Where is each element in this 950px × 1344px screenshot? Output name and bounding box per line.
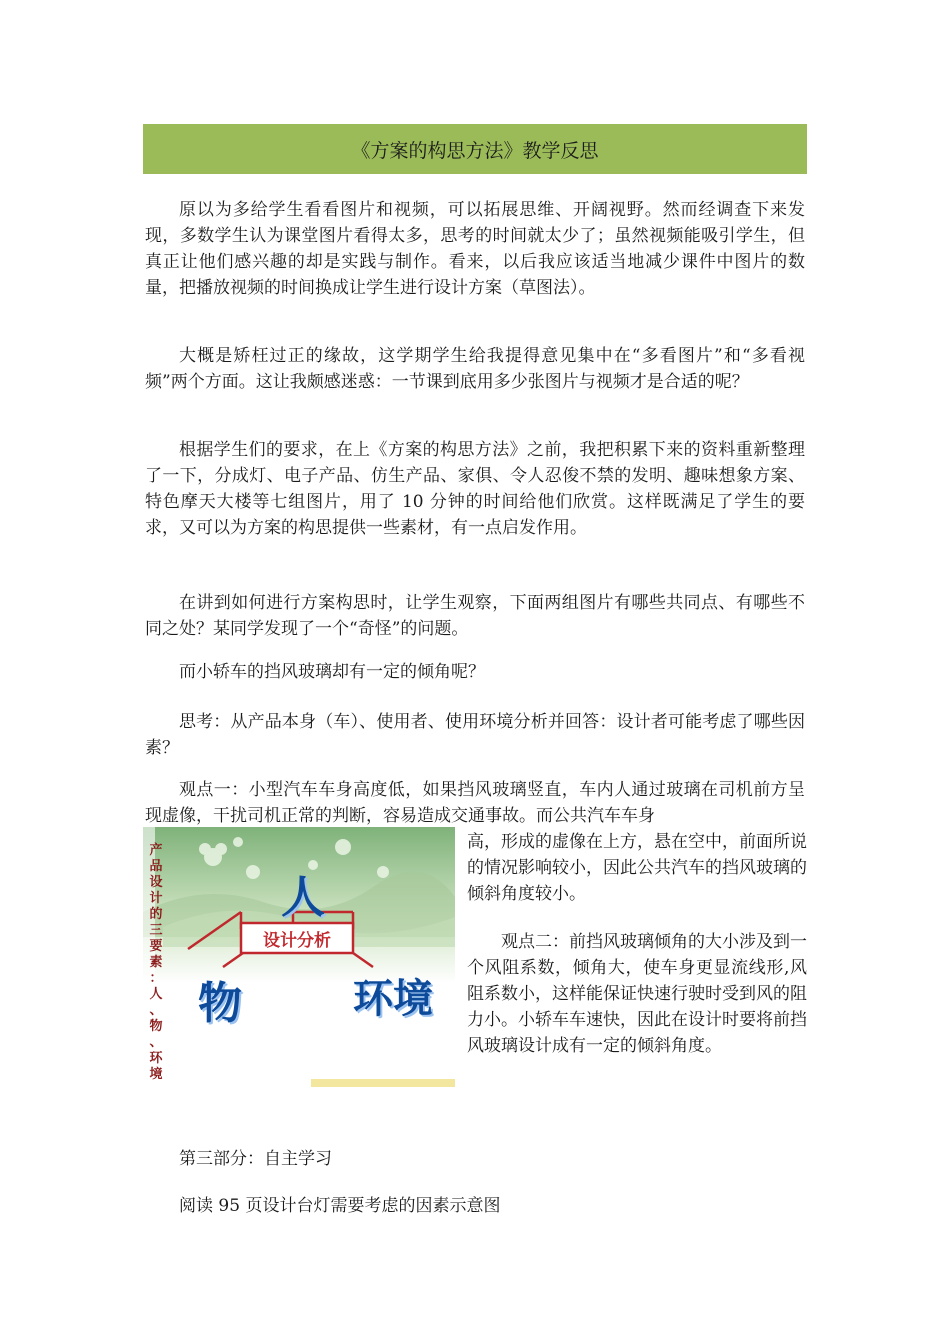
paragraph-5: 而小轿车的挡风玻璃却有一定的倾角呢？ — [179, 662, 485, 682]
word-objects: 物 — [198, 978, 242, 1029]
page-title: 《方案的构思方法》教学反思 — [351, 139, 599, 162]
design-elements-figure — [143, 827, 455, 1087]
word-environment: 环境 — [353, 976, 433, 1022]
caption-char: 环 — [149, 1051, 163, 1066]
paragraph-2: 大概是矫枉过正的缘故，这学期学生给我提得意见集中在“多看图片”和“多看视频”两个方面。这让我颇感迷惑：一节课到底用多少张图片与视频才是合适的呢？ — [145, 346, 805, 392]
wrap-paragraph-2: 观点二：前挡风玻璃倾角的大小涉及到一个风阻系数，倾角大，使车身更显流线形,风阻系数小，这样能保证快速行驶时受到风的阻力小。小轿车车速快，因此在设计时要将前挡风玻璃设计成有一定的倾斜角度。 — [467, 932, 807, 1056]
caption-char: 的 — [149, 907, 163, 922]
caption-char: 物 — [149, 1019, 163, 1034]
title-banner — [143, 124, 807, 174]
paragraph-7: 观点一：小型汽车车身高度低，如果挡风玻璃竖直，车内人通过玻璃在司机前方呈现虚像，干扰司机正常的判断，容易造成交通事故。而公共汽车车身 — [145, 780, 805, 826]
caption-char: 设 — [149, 875, 163, 890]
paragraph-3: 根据学生们的要求，在上《方案的构思方法》之前，我把积累下来的资料重新整理了一下，分成灯、电子产品、仿生产品、家俱、令人忍俊不禁的发明、趣味想象方案、特色摩天大楼等七组图片，用了 10 分钟的时间给他们欣赏。这样既满足了学生的要求，又可以为方案的构思提供一些素材，有一点启发作用。 — [145, 440, 805, 538]
paragraph-4: 在讲到如何进行方案构思时，让学生观察，下面两组图片有哪些共同点、有哪些不同之处？某同学发现了一个“奇怪”的问题。 — [145, 593, 805, 639]
caption-char: 产 — [149, 843, 163, 858]
reading-line: 阅读 95 页设计台灯需要考虑的因素示意图 — [179, 1196, 501, 1216]
caption-char: 素 — [149, 955, 163, 970]
caption-char: 、 — [149, 1003, 163, 1018]
figure-vertical-caption — [147, 843, 165, 1083]
paragraph-1: 原以为多给学生看看图片和视频，可以拓展思维、开阔视野。然而经调查下来发现，多数学生认为课堂图片看得太多，思考的时间就太少了；虽然视频能吸引学生，但真正让他们感兴趣的却是实践与制作。看来，以后我应该适当地减少课件中图片的数量，把播放视频的时间换成让学生进行设计方案（草图法）。 — [145, 200, 805, 298]
caption-char: 、 — [149, 1035, 163, 1050]
caption-char: 人 — [149, 987, 163, 1002]
wrap-paragraph-1: 高，形成的虚像在上方，悬在空中，前面所说的情况影响较小，因此公共汽车的挡风玻璃的倾斜角度较小。 — [467, 832, 807, 904]
caption-char: 计 — [149, 891, 163, 906]
caption-char: 三 — [149, 923, 163, 938]
paragraph-6: 思考：从产品本身（车）、使用者、使用环境分析并回答：设计者可能考虑了哪些因素？ — [145, 712, 805, 758]
caption-char: 品 — [149, 859, 163, 874]
word-people: 人 — [281, 872, 325, 923]
caption-char: 要 — [149, 939, 163, 954]
caption-char: 境 — [149, 1067, 163, 1082]
caption-char: ： — [149, 971, 163, 986]
center-label: 设计分析 — [263, 931, 331, 951]
section-heading: 第三部分：自主学习 — [179, 1149, 332, 1169]
